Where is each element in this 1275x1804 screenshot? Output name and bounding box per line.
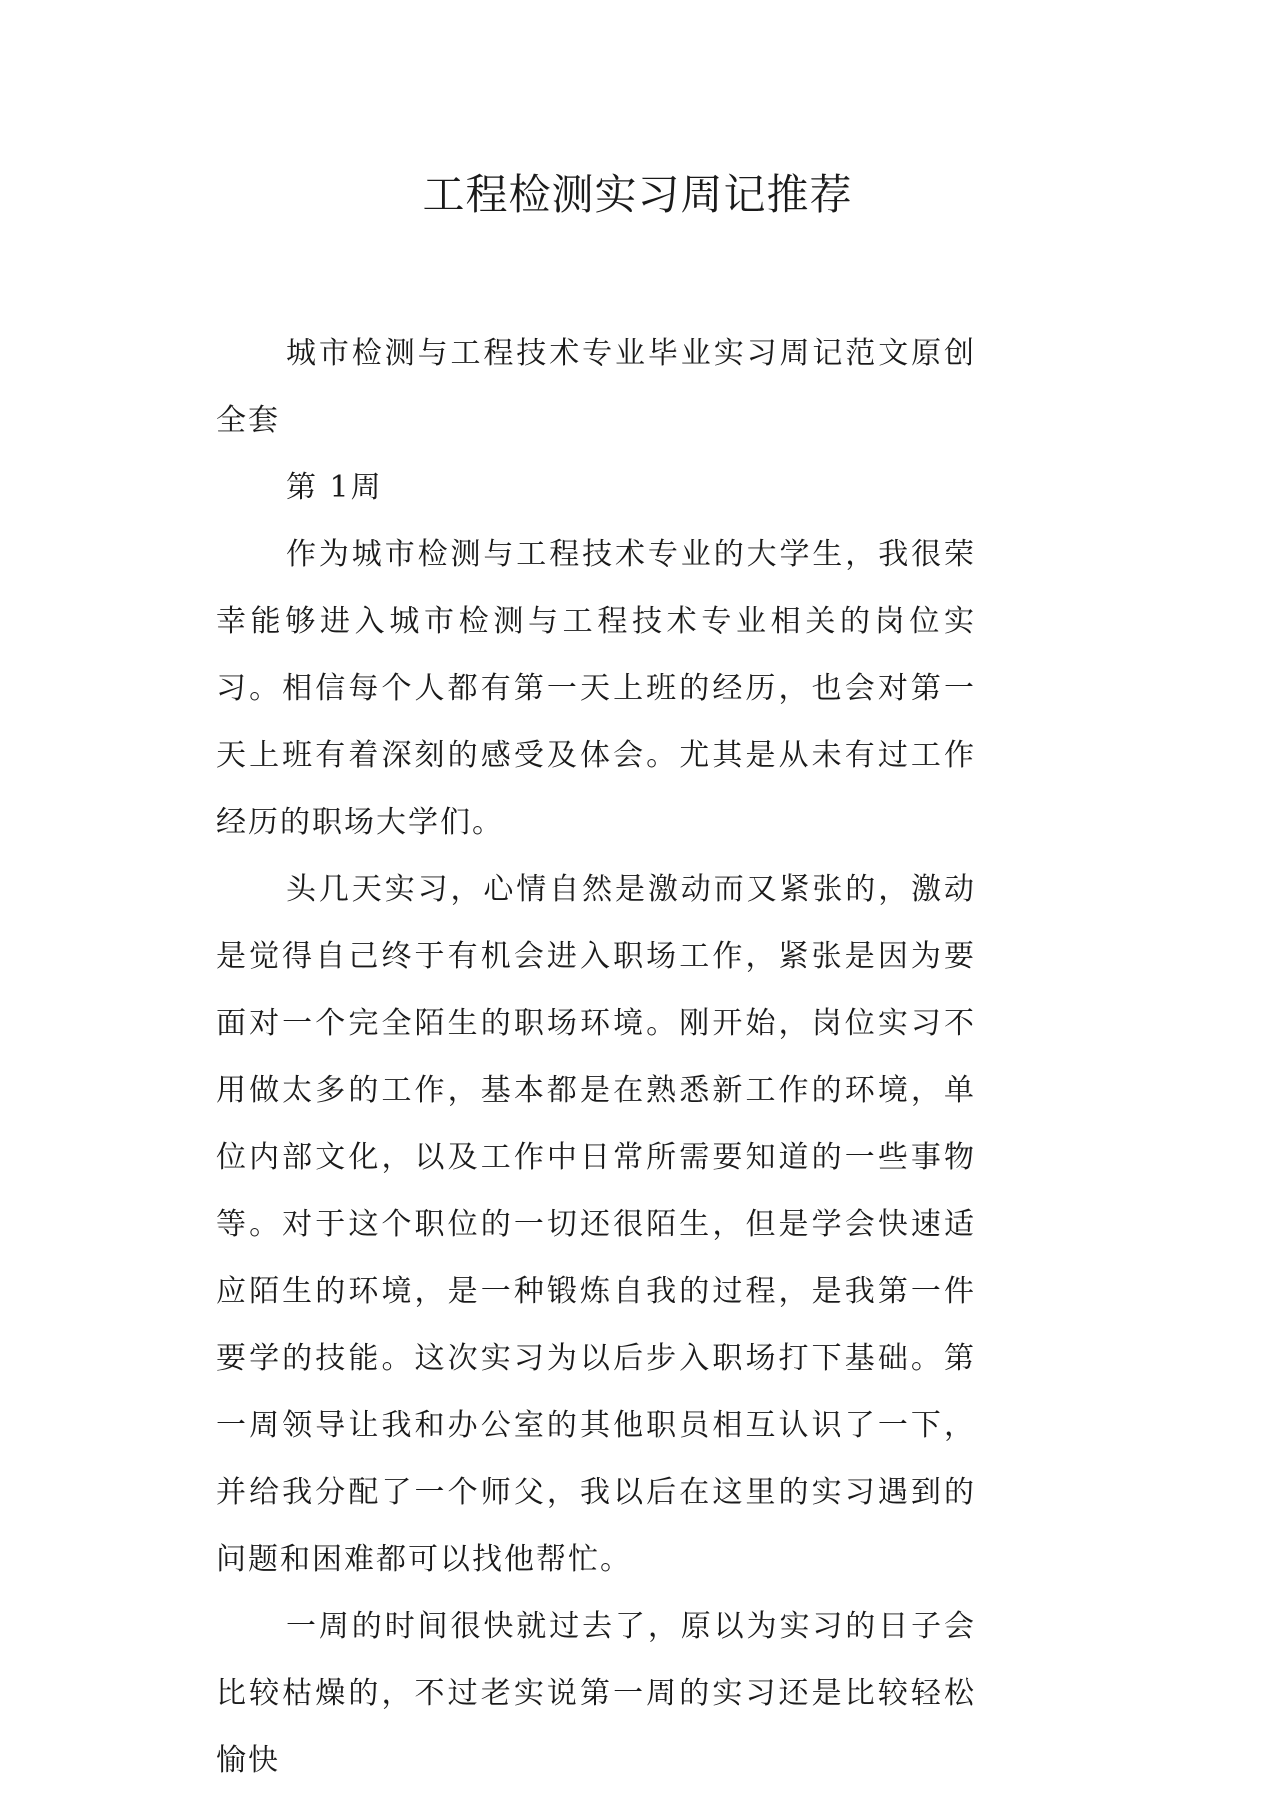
paragraph-subtitle: 城市检测与工程技术专业毕业实习周记范文原创全套 bbox=[216, 336, 976, 438]
paragraph-week-summary: 一周的时间很快就过去了，原以为实习的日子会比较枯燥的，不过老实说第一周的实习还是比较轻松愉快 bbox=[216, 1609, 976, 1778]
document-body bbox=[216, 320, 976, 1794]
paragraph-first-days: 头几天实习，心情自然是激动而又紧张的，激动是觉得自己终于有机会进入职场工作，紧张是因为要面对一个完全陌生的职场环境。刚开始，岗位实习不用做太多的工作，基本都是在熟悉新工作的环境，单位内部文化，以及工作中日常所需要知道的一些事物等。对于这个职位的一切还很陌生，但是学会快速适应陌生的环境，是一种锻炼自我的过程，是我第一件要学的技能。这次实习为以后步入职场打下基础。第一周领导让我和办公室的其他职员相互认识了一下，并给我分配了一个师父，我以后在这里的实习遇到的问题和困难都可以找他帮忙。 bbox=[216, 872, 976, 1577]
document-title: 工程检测实习周记推荐 bbox=[422, 170, 853, 219]
paragraph-week-label: 第 1周 bbox=[286, 470, 383, 505]
paragraph-intro: 作为城市检测与工程技术专业的大学生，我很荣幸能够进入城市检测与工程技术专业相关的岗位实习。相信每个人都有第一天上班的经历，也会对第一天上班有着深刻的感受及体会。尤其是从未有过工作经历的职场大学们。 bbox=[216, 537, 976, 840]
